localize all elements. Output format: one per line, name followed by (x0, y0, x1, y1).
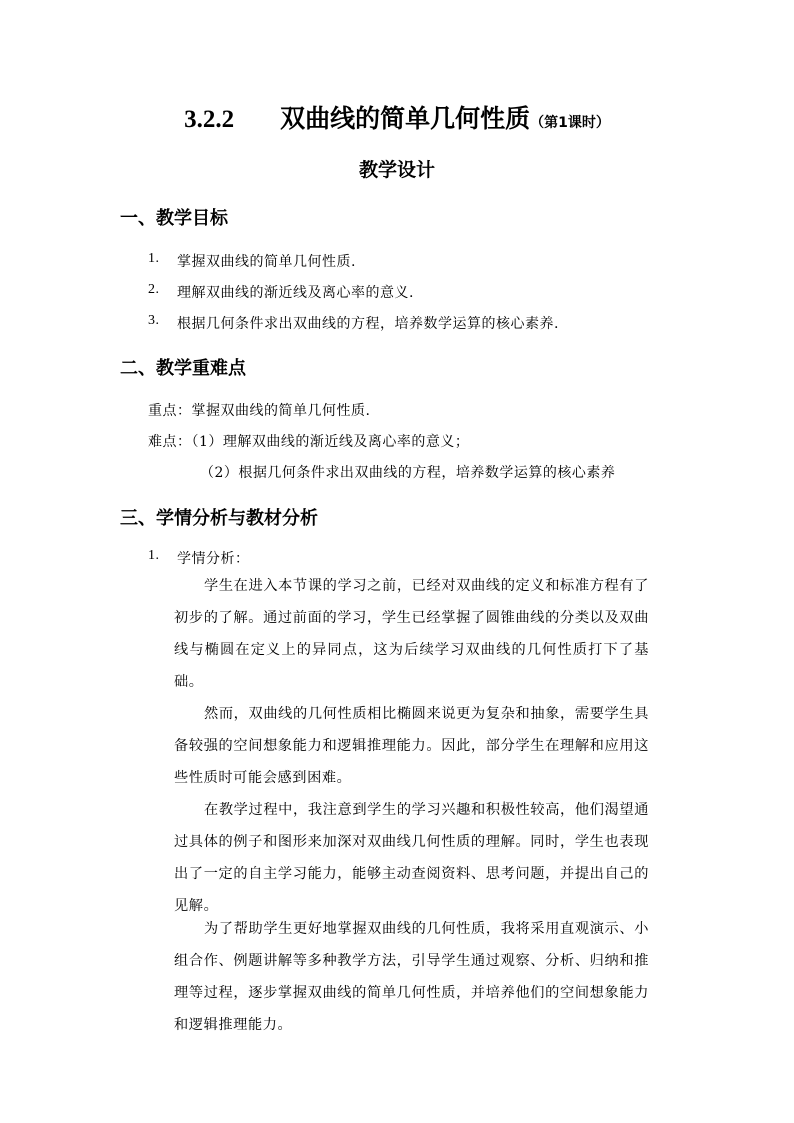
difficulty-text-2: （2）根据几何条件求出双曲线的方程，培养数学运算的核心素养 (200, 465, 616, 481)
key-point-text: 重点：掌握双曲线的简单几何性质. (148, 403, 371, 419)
document-subtitle: 教学设计 (358, 159, 435, 181)
paragraph: 然而，双曲线的几何性质相比椭圆来说更为复杂和抽象，需要学生具备较强的空间想象能力和逻辑推理能力。因此，部分学生在理解和应用这些性质时可能会感到困难。 (174, 706, 649, 786)
list-number: 1. (148, 251, 160, 266)
paragraph: 为了帮助学生更好地掌握双曲线的几何性质，我将采用直观演示、小组合作、例题讲解等多种教学方法，引导学生通过观察、分析、归纳和推理等过程，逐步掌握双曲线的简单几何性质，并培养他们的空间想象能力和逻辑推理能力。 (174, 921, 649, 1033)
list-number: 2. (148, 282, 160, 297)
list-number: 1. (148, 548, 160, 563)
section-heading-analysis: 三、学情分析与教材分析 (120, 508, 318, 529)
list-text: 学情分析： (177, 551, 250, 567)
title-lesson-note: （第1课时） (530, 115, 610, 131)
paragraph: 学生在进入本节课的学习之前，已经对双曲线的定义和标准方程有了初步的了解。通过前面的学习，学生已经掌握了圆锥曲线的分类以及双曲线与椭圆在定义上的异同点，这为后续学习双曲线的几何性质打下了基础。 (174, 578, 649, 690)
section-heading-key-points: 二、教学重难点 (120, 358, 246, 379)
difficulty-text-1: 难点：（1）理解双曲线的渐近线及离心率的意义； (148, 434, 470, 450)
list-number: 3. (148, 313, 160, 328)
title-main: 双曲线的简单几何性质 (280, 104, 531, 133)
list-text: 掌握双曲线的简单几何性质. (177, 254, 356, 270)
list-text: 根据几何条件求出双曲线的方程，培养数学运算的核心素养. (177, 316, 559, 332)
document-title (0, 99, 794, 135)
section-heading-objectives: 一、教学目标 (120, 208, 228, 229)
title-number: 3.2.2 (184, 106, 235, 133)
paragraph: 在教学过程中，我注意到学生的学习兴趣和积极性较高，他们渴望通过具体的例子和图形来加深对双曲线几何性质的理解。同时，学生也表现出了一定的自主学习能力，能够主动查阅资料、思考问题，并提出自己的见解。 (174, 802, 649, 914)
list-text: 理解双曲线的渐近线及离心率的意义. (177, 285, 414, 301)
